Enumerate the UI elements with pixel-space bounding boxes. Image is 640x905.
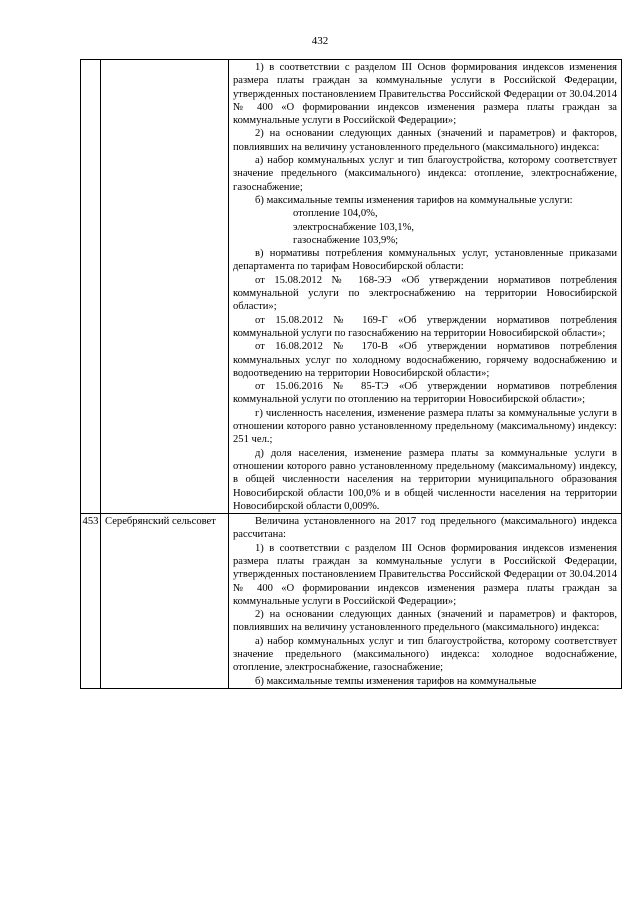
paragraph: газоснабжение 103,9%;	[293, 234, 399, 246]
paragraph: в) нормативы потребления коммунальных услуг, установленные приказами департамента по тарифам Новосибирской области:	[233, 248, 617, 273]
description-cell	[229, 60, 622, 514]
paragraph: а) набор коммунальных услуг и тип благоустройства, которому соответствует значение предельного (максимального) индекса: холодное водоснабжение, отопление, электроснабжение, газоснабжение;	[233, 635, 617, 674]
paragraph: электроснабжение 103,1%,	[293, 221, 415, 233]
row-number-cell	[81, 60, 101, 514]
paragraph: Величина установленного на 2017 год предельного (максимального) индекса рассчитана:	[233, 516, 617, 541]
description-cell	[229, 514, 622, 689]
paragraph: б) максимальные темпы изменения тарифов на коммунальные услуги:	[255, 194, 573, 206]
paragraph: отопление 104,0%,	[293, 208, 378, 220]
row-number-cell: 453	[81, 514, 101, 689]
paragraph: 1) в соответствии с разделом III Основ формирования индексов изменения размера платы граждан за коммунальные услуги в Российской Федерации, утвержденных постановлением Правительства Российской Федерации от 30.04.2014 № 400 «О формировании индексов изменения размера платы граждан за коммунальные услуги в Российской Федерации»;	[233, 62, 617, 127]
municipality-index-table	[80, 59, 622, 689]
paragraph: 1) в соответствии с разделом III Основ формирования индексов изменения размера платы граждан за коммунальные услуги в Российской Федерации, утвержденных постановлением Правительства Российской Федерации от 30.04.2014 № 400 «О формировании индексов изменения размера платы граждан за коммунальные услуги в Российской Федерации»;	[233, 542, 617, 607]
paragraph: г) численность населения, изменение размера платы за коммунальные услуги в отношении которого равно установленному предельному (максимальному) индексу: 251 чел.;	[233, 407, 617, 446]
table-row	[81, 60, 622, 514]
paragraph: от 15.08.2012 № 168-ЭЭ «Об утверждении нормативов потребления коммунальной услуги по электроснабжению на территории Новосибирской области»;	[233, 274, 617, 313]
paragraph: д) доля населения, изменение размера платы за коммунальные услуги в отношении которого равно установленному предельному (максимальному) индексу, в общей численности населения на территории муниципального образования Новосибирской области 100,0% и в общей численности населения на территории Новосибирской области 0,009%.	[233, 447, 617, 512]
paragraph: от 15.08.2012 № 169-Г «Об утверждении нормативов потребления коммунальной услуги по газоснабжению на территории Новосибирской области»;	[233, 314, 617, 339]
paragraph: а) набор коммунальных услуг и тип благоустройства, которому соответствует значение предельного (максимального) индекса: отопление, электроснабжение, газоснабжение;	[233, 155, 617, 193]
municipality-name-cell: Серебрянский сельсовет	[101, 514, 229, 689]
paragraph: 2) на основании следующих данных (значений и параметров) и факторов, повлиявших на величину установленного предельного (максимального) индекса:	[233, 609, 617, 634]
municipality-name-cell	[101, 60, 229, 514]
paragraph: 2) на основании следующих данных (значений и параметров) и факторов, повлиявших на величину установленного предельного (максимального) индекса:	[233, 128, 617, 153]
table-row	[81, 514, 622, 689]
paragraph: от 16.08.2012 № 170-В «Об утверждении нормативов потребления коммунальных услуг по холодному водоснабжению, горячему водоснабжению и водоотведению на территории Новосибирской области»;	[233, 341, 617, 379]
paragraph: от 15.06.2016 № 85-ТЭ «Об утверждении нормативов потребления коммунальной услуги по отоплению на территории Новосибирской области»;	[233, 381, 617, 406]
page-number: 432	[311, 35, 329, 47]
paragraph: б) максимальные темпы изменения тарифов на коммунальные	[255, 675, 537, 687]
